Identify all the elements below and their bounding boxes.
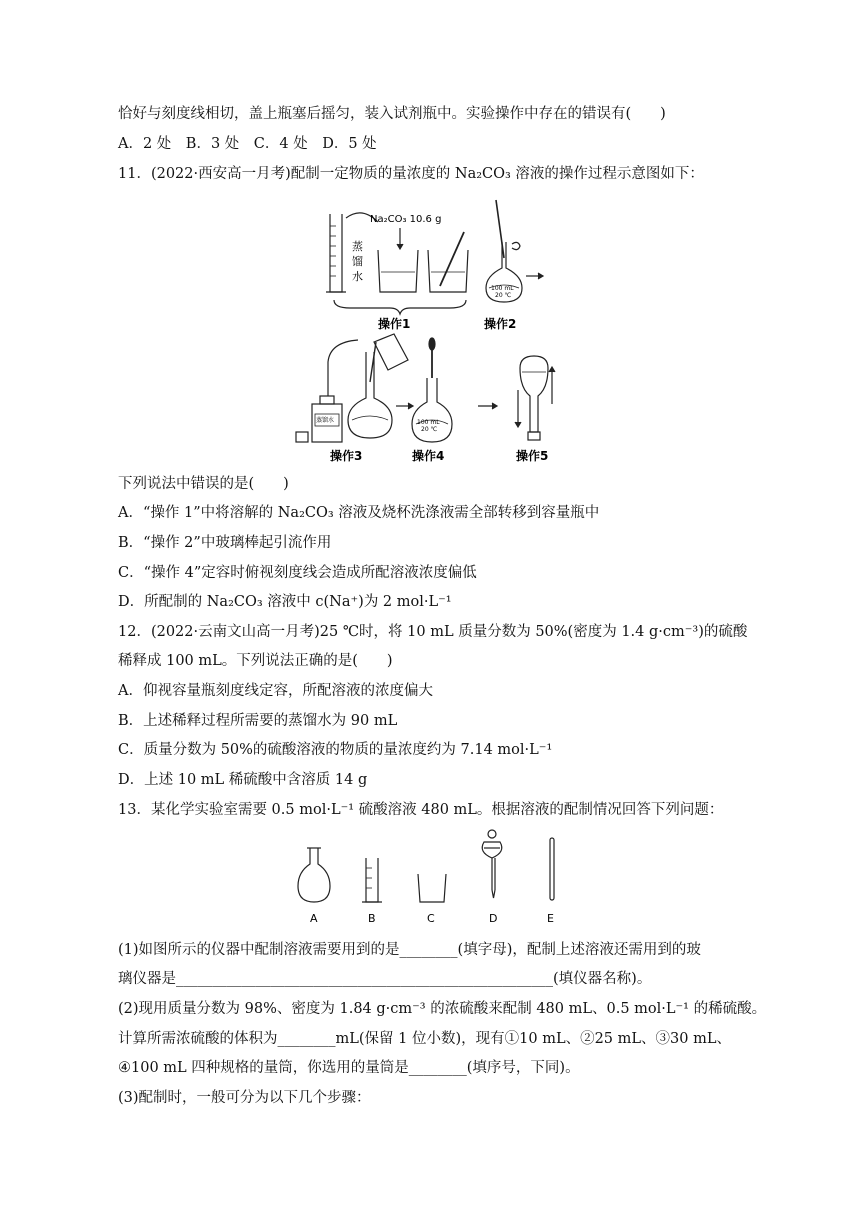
text-line: (3)配制时，一般可分为以下几个步骤： xyxy=(118,1090,371,1106)
text-line: (1)如图所示的仪器中配制溶液需要用到的是________(填字母)，配制上述溶液还需用到的玻 xyxy=(118,942,701,958)
option-c: C．质量分数为 50%的硫酸溶液的物质的量浓度约为 7.14 mol·L⁻¹ xyxy=(118,742,553,758)
figure-q11 xyxy=(290,192,570,468)
water-label: 水 xyxy=(352,270,363,283)
instrument-label: B xyxy=(368,912,376,925)
option-b: B．“操作 2”中玻璃棒起引流作用 xyxy=(118,535,332,551)
flask-label: 20 ℃ xyxy=(421,426,438,433)
reagent-label: Na₂CO₃ 10.6 g xyxy=(370,214,442,225)
water-label: 馏 xyxy=(352,255,363,268)
option-d: D．所配制的 Na₂CO₃ 溶液中 c(Na⁺)为 2 mol·L⁻¹ xyxy=(118,594,452,610)
figure-q13 xyxy=(290,828,580,928)
option-b: B．上述稀释过程所需要的蒸馏水为 90 mL xyxy=(118,713,398,729)
flask-label: 100 mL xyxy=(417,419,440,426)
instrument-label: E xyxy=(547,912,554,925)
text-line: 计算所需浓硫酸的体积为________mL(保留 1 位小数)，现有①10 mL、②25 mL、③30 mL、 xyxy=(118,1031,731,1047)
instrument-label: D xyxy=(489,912,498,925)
text-line: (2)现用质量分数为 98%、密度为 1.84 g·cm⁻³ 的浓硫酸来配制 480 mL、0.5 mol·L⁻¹ 的稀硫酸。 xyxy=(118,1001,767,1017)
question-stem: 下列说法中错误的是( ) xyxy=(118,476,289,492)
text-line: A．2 处 B．3 处 C．4 处 D．5 处 xyxy=(118,136,377,152)
text-line: ④100 mL 四种规格的量筒，你选用的量筒是________(填序号，下同)。 xyxy=(118,1060,580,1076)
text-line: 璃仪器是____________________________________________________(填仪器名称)。 xyxy=(118,971,652,987)
op-label: 操作1 xyxy=(378,317,411,331)
flask-label: 20 ℃ xyxy=(495,292,512,299)
flask-label: 100 mL xyxy=(491,285,514,292)
op-label: 操作5 xyxy=(516,449,549,463)
option-a: A．“操作 1”中将溶解的 Na₂CO₃ 溶液及烧杯洗涤液需全部转移到容量瓶中 xyxy=(118,505,600,521)
instrument-label: A xyxy=(310,912,318,925)
question-11: 11．(2022·西安高一月考)配制一定物质的量浓度的 Na₂CO₃ 溶液的操作过程示意图如下： xyxy=(118,166,704,182)
instrument-label: C xyxy=(427,912,435,925)
text-line: 稀释成 100 mL。下列说法正确的是( ) xyxy=(118,653,393,669)
question-13: 13．某化学实验室需要 0.5 mol·L⁻¹ 硫酸溶液 480 mL。根据溶液的配制情况回答下列问题： xyxy=(118,802,724,818)
option-a: A．仰视容量瓶刻度线定容，所配溶液的浓度偏大 xyxy=(118,683,433,699)
question-12: 12．(2022·云南文山高一月考)25 ℃时，将 10 mL 质量分数为 50%(密度为 1.4 g·cm⁻³)的硫酸 xyxy=(118,624,748,640)
bottle-label: 蒸馏水 xyxy=(316,417,335,424)
text-line: 恰好与刻度线相切，盖上瓶塞后摇匀，装入试剂瓶中。实验操作中存在的错误有( ) xyxy=(118,106,666,122)
op-label: 操作3 xyxy=(330,449,363,463)
water-label: 蒸 xyxy=(352,240,363,253)
op-label: 操作2 xyxy=(484,317,517,331)
option-c: C．“操作 4”定容时俯视刻度线会造成所配溶液浓度偏低 xyxy=(118,565,477,581)
option-d: D．上述 10 mL 稀硫酸中含溶质 14 g xyxy=(118,772,368,788)
op-label: 操作4 xyxy=(412,449,445,463)
